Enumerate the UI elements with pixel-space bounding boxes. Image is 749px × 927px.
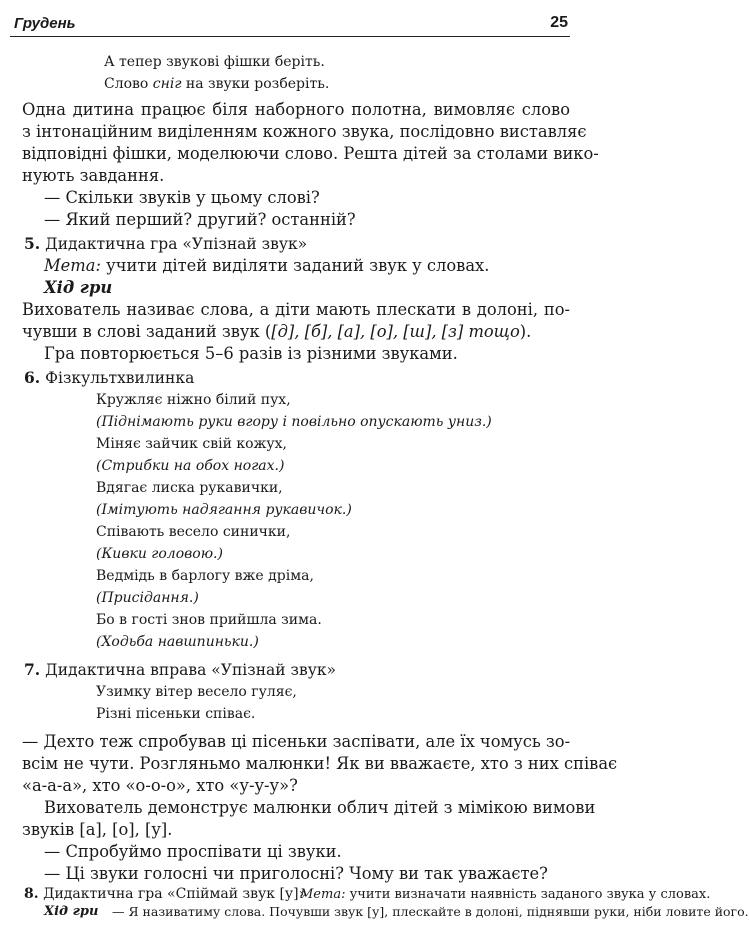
paragraph-line: Одна дитина працює біля наборного полотна, вимовляє слово: [22, 100, 570, 119]
poem-line: Ведмідь в барлогу вже дріма,: [96, 568, 314, 584]
paragraph-line: відповідні фішки, моделюючи слово. Решта дітей за столами вико-: [22, 144, 599, 163]
paragraph-line: Вихователь називає слова, а діти мають плескати в долоні, по-: [22, 300, 570, 319]
poem-direction: (Присідання.): [96, 590, 199, 606]
poem-line: Різні пісеньки співає.: [96, 706, 256, 722]
dialogue-line: «а-а-а», хто «о-о-о», хто «у-у-у»?: [22, 776, 298, 795]
goal-line: Мета: учити визначати наявність заданого звука у словах.: [300, 887, 711, 902]
page-number: 25: [550, 14, 568, 31]
running-header: [10, 14, 570, 37]
paragraph-line: Вихователь демонструє малюнки облич дітей з мімікою вимови: [44, 798, 596, 817]
poem-line: Кружляє ніжно білий пух,: [96, 392, 291, 408]
poem-direction: (Стрибки на обох ногах.): [96, 458, 285, 474]
dialogue-line: — Дехто теж спробував ці пісеньки заспівати, але їх чомусь зо-: [22, 732, 571, 751]
section-6-heading: 6. Фізкультхвилинка: [24, 368, 195, 387]
poem-line: Співають весело синички,: [96, 524, 291, 540]
chapter-title: Грудень: [14, 15, 76, 32]
poem-line: Міняє зайчик свій кожух,: [96, 436, 287, 452]
poem-line: Бо в гості знов прийшла зима.: [96, 612, 322, 628]
poem-line: Узимку вітер весело гуляє,: [96, 684, 297, 700]
question-line: — Який перший? другий? останній?: [44, 210, 356, 229]
poem-direction: (Піднімають руки вгору і повільно опускають униз.): [96, 414, 492, 430]
section-5-heading: 5. Дидактична гра «Упізнай звук»: [24, 234, 308, 253]
goal-line: Мета: учити дітей виділяти заданий звук у словах.: [44, 256, 490, 275]
poem-direction: (Ходьба навшпиньки.): [96, 634, 259, 650]
section-7-heading: 7. Дидактична вправа «Упізнай звук»: [24, 660, 337, 679]
course-label: Хід гри: [44, 278, 113, 297]
course-label: Хід гри: [44, 904, 99, 919]
paragraph-line: звуків [а], [о], [у].: [22, 820, 173, 839]
poem-line: А тепер звукові фішки беріть.: [104, 54, 325, 70]
question-line: — Скільки звуків у цьому слові?: [44, 188, 320, 207]
paragraph-line: нують завдання.: [22, 166, 165, 185]
poem-direction: (Імітують надягання рукавичок.): [96, 502, 352, 518]
paragraph-line: чувши в слові заданий звук ([д], [б], [а], [о], [ш], [з] тощо).: [22, 322, 532, 341]
paragraph-line: з інтонаційним виділенням кожного звука, послідовно виставляє: [22, 122, 587, 141]
section-8-heading: 8. Дидактична гра «Спіймай звук [у]»: [24, 886, 308, 902]
dialogue-line: — Ці звуки голосні чи приголосні? Чому ви так уважаєте?: [44, 864, 548, 883]
dialogue-line: — Спробуймо проспівати ці звуки.: [44, 842, 342, 861]
poem-direction: (Кивки головою.): [96, 546, 223, 562]
poem-line: Слово сніг на звуки розберіть.: [104, 76, 330, 92]
paragraph-line: Гра повторюється 5–6 разів із різними звуками.: [44, 344, 458, 363]
dialogue-line: — Я називатиму слова. Почувши звук [у], плескайте в долоні, піднявши руки, ніби ловите його.: [112, 904, 749, 919]
poem-line: Вдягає лиска рукавички,: [96, 480, 283, 496]
dialogue-line: всім не чути. Розгляньмо малюнки! Як ви вважаєте, хто з них співає: [22, 754, 618, 773]
